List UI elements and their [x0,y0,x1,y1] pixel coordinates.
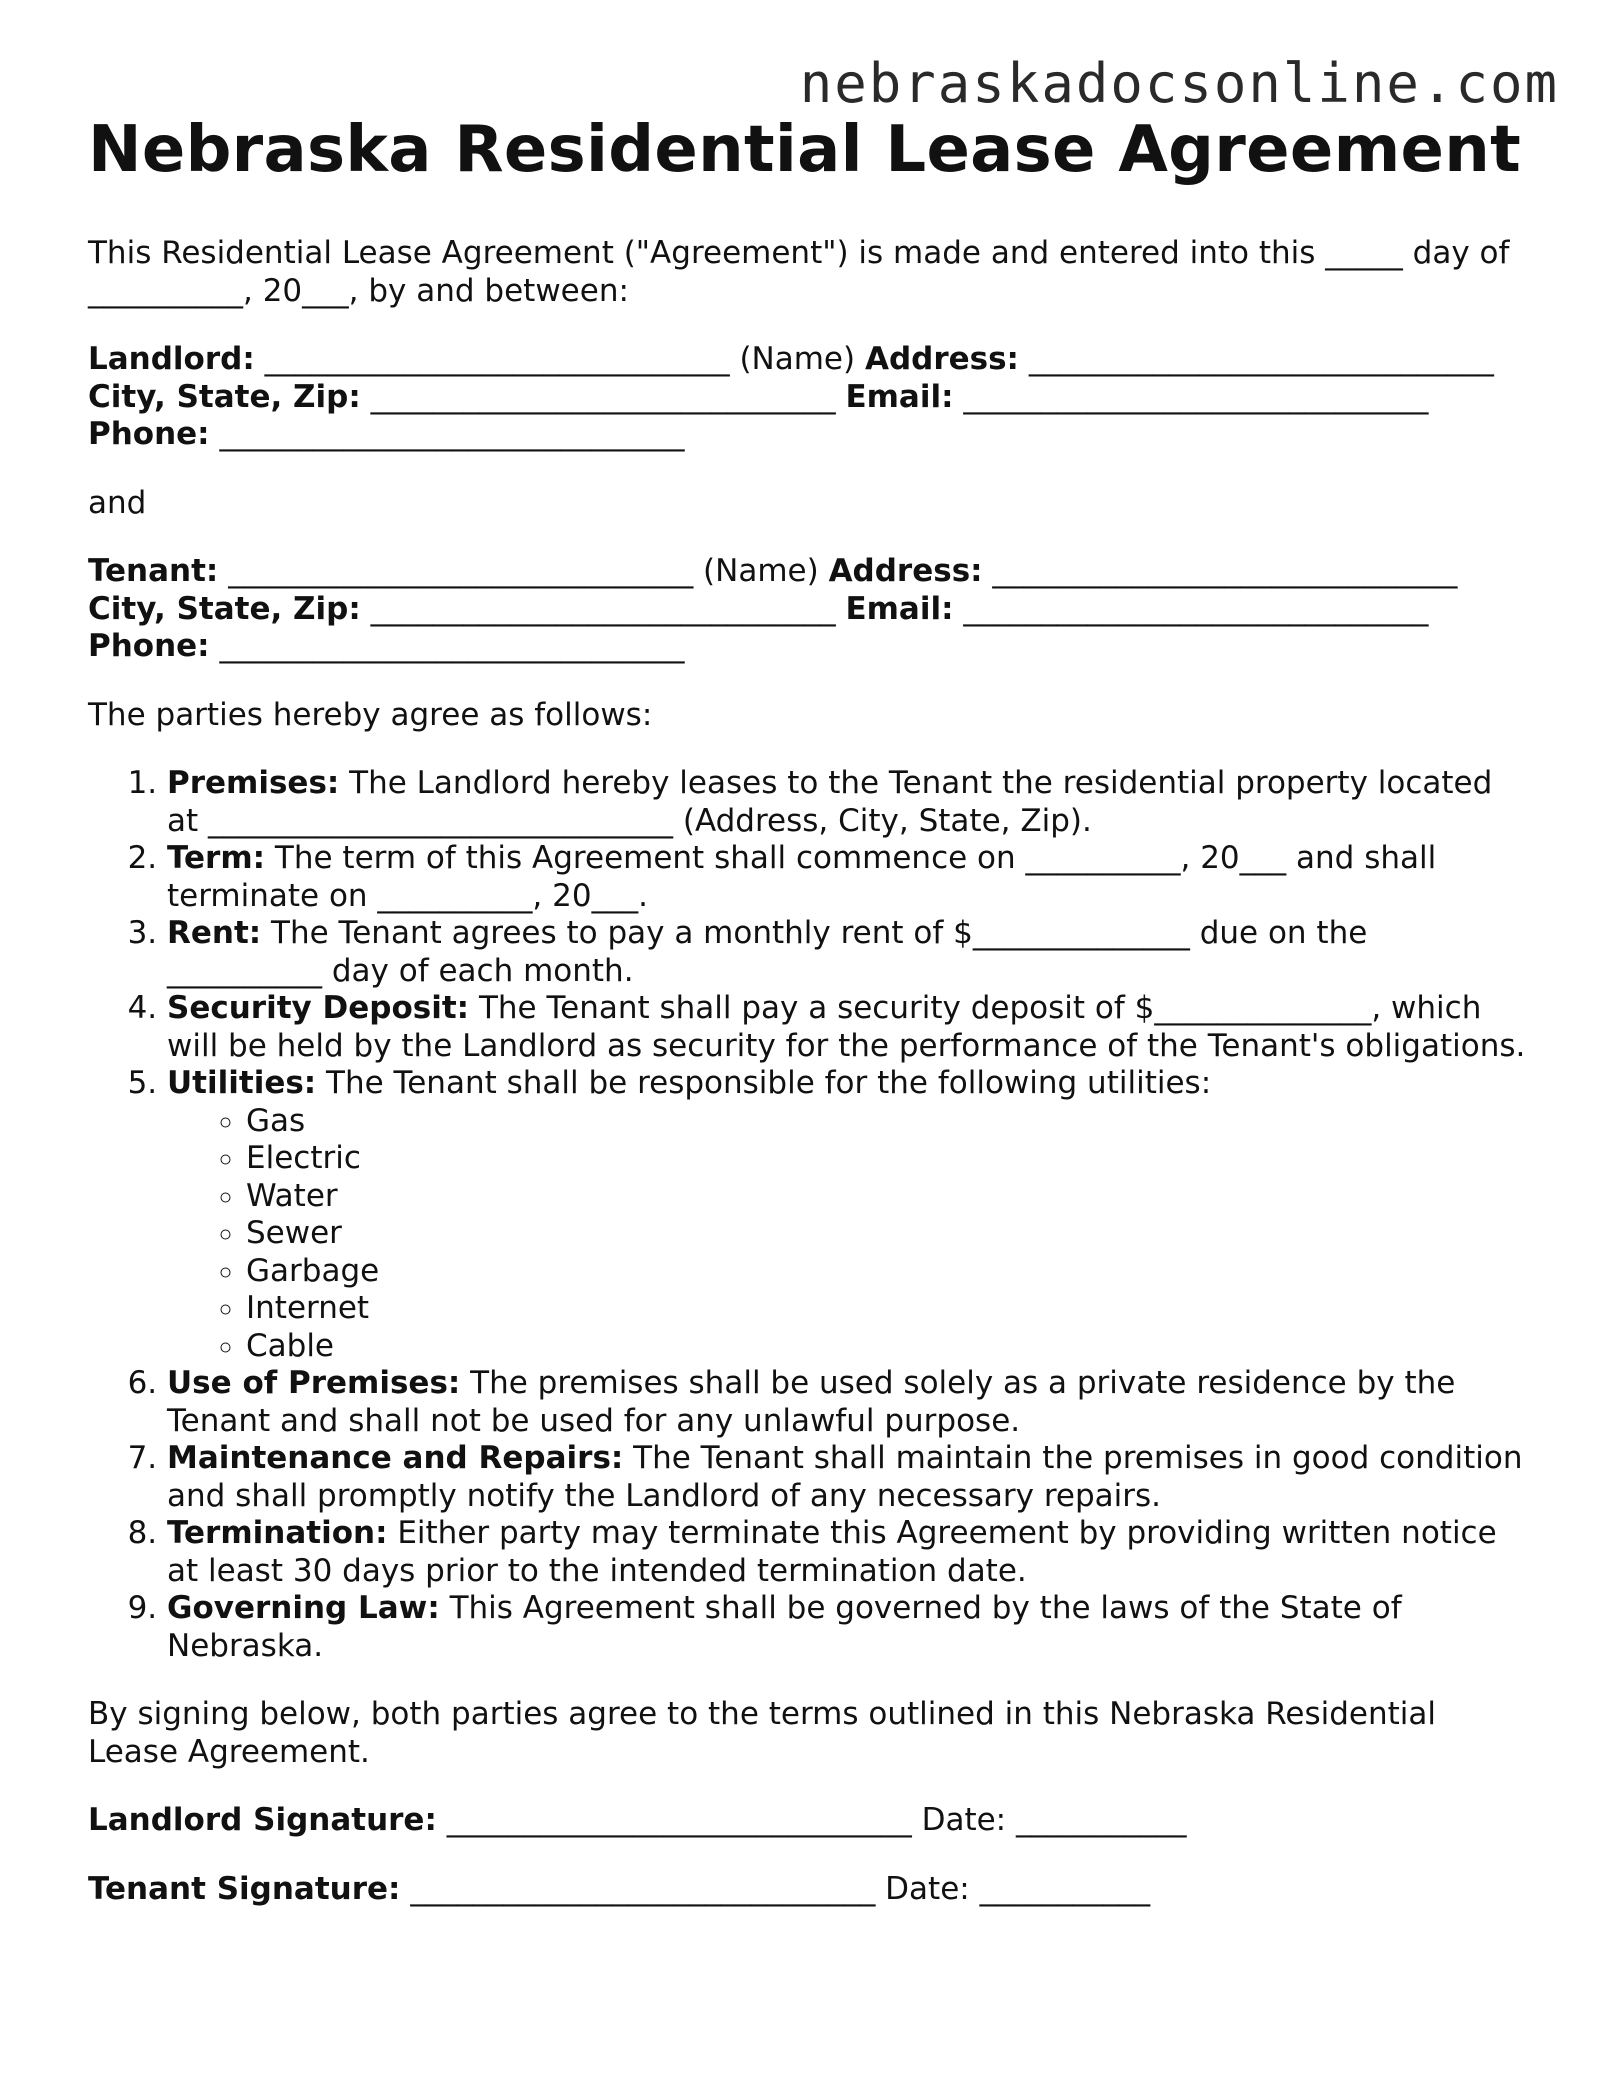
closing-paragraph: By signing below, both parties agree to the terms outlined in this Nebraska Residential Lease Agreement. [88,1696,1437,1770]
utility-item: ◦ Internet [246,1290,1528,1328]
landlord-name-hint: (Name) [739,341,856,377]
term-heading: Premises: [167,765,340,801]
landlord-email-blank[interactable]: ______________________________ [963,378,1429,415]
landlord-phone-label: Phone: [88,416,210,452]
landlord-signature-line [88,1802,1528,1840]
utility-item: ◦ Gas [246,1103,1528,1141]
utility-item: ◦ Water [246,1178,1528,1216]
tenant-name-blank[interactable]: ______________________________ [228,553,694,589]
term-heading: Governing Law: [167,1590,440,1626]
tenant-phone-label: Phone: [88,628,210,664]
landlord-signature-blank[interactable]: ______________________________ [446,1802,912,1838]
term-text: The term of this Agreement shall commence on __________, 20___ and shall terminate on __________, 20___. [167,840,1437,914]
term-text: The Tenant agrees to pay a monthly rent of $______________ due on the __________ day of each month. [167,915,1368,989]
term-premises [167,765,1528,840]
landlord-name-blank[interactable]: ______________________________ [264,341,730,377]
term-heading: Maintenance and Repairs: [167,1440,624,1476]
tenant-date-blank[interactable]: ___________ [979,1870,1151,1907]
term-heading: Security Deposit: [167,990,470,1026]
landlord-label: Landlord: [88,341,255,377]
term-rent [167,915,1528,990]
tenant-city-label: City, State, Zip: [88,590,361,627]
tenant-email-label: Email: [845,590,954,627]
term-utilities [167,1065,1528,1365]
terms-list [88,765,1528,1665]
landlord-date-label: Date: [921,1802,1007,1838]
site-watermark: nebraskadocsonline.com [799,52,1559,115]
tenant-name-hint: (Name) [703,553,819,589]
term-heading: Utilities: [167,1065,317,1101]
tenant-city-blank[interactable]: ______________________________ [370,590,836,627]
landlord-address-label: Address: [864,341,1019,377]
tenant-address-blank[interactable]: ______________________________ [992,553,1458,589]
landlord-block [88,341,1528,454]
tenant-phone-blank[interactable]: ______________________________ [219,628,685,664]
term-term [167,840,1528,915]
term-text: The Landlord hereby leases to the Tenant the residential property located at ______________________________ (Address, City, State, Zip). [167,765,1493,839]
tenant-signature-line [88,1871,1528,1909]
tenant-signature-blank[interactable]: ______________________________ [410,1870,876,1907]
term-text: The premises shall be used solely as a private residence by the Tenant and shall not be used for any unlawful purpose. [167,1365,1456,1439]
term-security-deposit [167,990,1528,1065]
landlord-signature-label: Landlord Signature: [88,1802,437,1838]
tenant-address-label: Address: [828,553,983,589]
landlord-date-blank[interactable]: ___________ [1015,1802,1187,1838]
utilities-list [167,1103,1528,1366]
term-use-of-premises [167,1365,1528,1440]
tenant-signature-label: Tenant Signature: [88,1870,401,1907]
term-heading: Use of Premises: [167,1365,461,1401]
landlord-address-blank[interactable]: ______________________________ [1028,341,1494,377]
tenant-label: Tenant: [88,553,219,589]
landlord-city-blank[interactable]: ______________________________ [370,378,836,415]
term-text: This Agreement shall be governed by the laws of the State of Nebraska. [167,1590,1402,1664]
utility-item: ◦ Cable [246,1328,1528,1366]
landlord-phone-blank[interactable]: ______________________________ [219,416,685,452]
tenant-block [88,553,1528,666]
document-title: Nebraska Residential Lease Agreement [88,113,1522,187]
term-termination [167,1515,1528,1590]
term-text: The Tenant shall be responsible for the following utilities: [326,1065,1212,1101]
tenant-date-label: Date: [885,1870,970,1907]
tenant-email-blank[interactable]: ______________________________ [963,590,1429,627]
term-text: The Tenant shall pay a security deposit of $______________, which will be held by the Landlord as security for the performance of the Tenant's obligations. [167,990,1526,1064]
intro-paragraph: This Residential Lease Agreement ("Agreement") is made and entered into this _____ day of __________, 20___, by and between: [88,235,1510,309]
term-text: The Tenant shall maintain the premises in good condition and shall promptly notify the Landlord of any necessary repairs. [167,1440,1523,1514]
agree-text: The parties hereby agree as follows: [88,696,653,733]
term-heading: Term: [167,840,266,876]
utility-item: ◦ Electric [246,1140,1528,1178]
and-text: and [88,484,147,521]
term-heading: Rent: [167,915,262,951]
utility-item: ◦ Sewer [246,1215,1528,1253]
document-body [88,112,1528,1939]
landlord-city-label: City, State, Zip: [88,378,361,415]
utility-item: ◦ Garbage [246,1253,1528,1291]
term-governing-law [167,1590,1528,1665]
term-maintenance [167,1440,1528,1515]
term-heading: Termination: [167,1515,388,1551]
landlord-email-label: Email: [845,378,954,415]
term-text: Either party may terminate this Agreement by providing written notice at least 30 days prior to the intended termination date. [167,1515,1497,1589]
